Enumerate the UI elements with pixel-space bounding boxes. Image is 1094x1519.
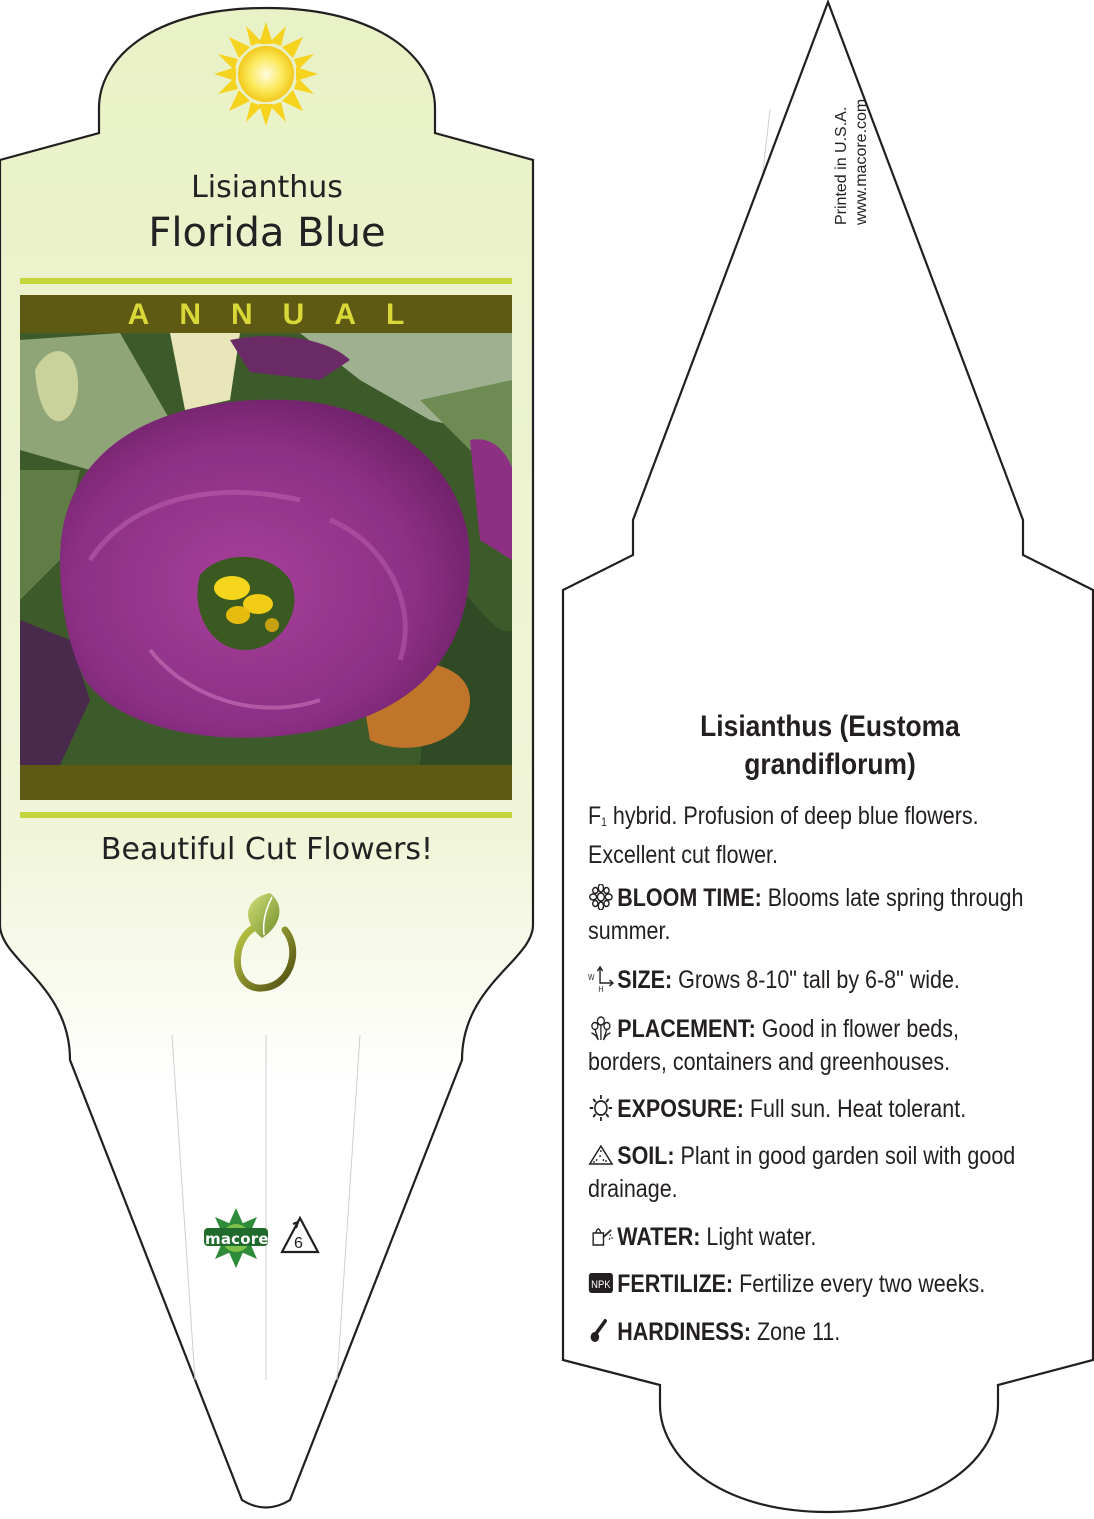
svg-text:H: H [598,984,604,992]
top-accent-line [20,278,512,284]
flower-photo [20,333,520,765]
care-item-fertilize: NPK FERTILIZE: Fertilize every two weeks. [588,1268,1035,1301]
tagline: Beautiful Cut Flowers! [100,832,434,867]
watering-can-icon [588,1223,614,1249]
soil-pile-icon [588,1142,614,1168]
bottom-accent-line [20,812,512,818]
care-item-size: W H SIZE: Grows 8-10" tall by 6-8" wide. [588,966,960,994]
care-item-hardiness: HARDINESS: Zone 11. [588,1316,1035,1349]
brand-name: macore [205,1230,269,1248]
care-item-exposure: EXPOSURE: Full sun. Heat tolerant. [588,1093,1035,1126]
website-link[interactable]: www.macore.com [853,98,870,225]
svg-text:W: W [588,972,595,983]
variety-name: Florida Blue [148,210,386,256]
photo-bottom-band [20,765,512,800]
thermometer-icon [588,1318,614,1344]
recycle-code: 6 [294,1235,303,1252]
sun-icon [588,1095,614,1121]
care-item-placement: PLACEMENT: Good in flower beds, borders, containers and greenhouses. [588,1015,959,1076]
printed-info [832,99,872,225]
svg-text:NPK: NPK [591,1279,611,1292]
care-item-water: WATER: Light water. [588,1221,1035,1254]
genus-name: Lisianthus [191,170,343,205]
care-item-soil: SOIL: Plant in good garden soil with good drainage. [588,1142,1016,1203]
printed-in: Printed in U.S.A. [833,106,850,225]
size-arrows-icon [588,966,614,992]
sun-icon [214,22,318,126]
care-item-bloom-time: BLOOM TIME: Blooms late spring through summer. [588,884,1024,945]
plant-type-banner: ANNUAL [127,298,435,331]
npk-icon [588,1270,614,1296]
placement-plant-icon [588,1015,614,1041]
species-title: Lisianthus (Eustoma grandiflorum) [700,710,960,781]
flower-icon [588,884,614,910]
intro-text: F1 hybrid. Profusion of deep blue flowers. Excellent cut flower. [588,802,979,869]
